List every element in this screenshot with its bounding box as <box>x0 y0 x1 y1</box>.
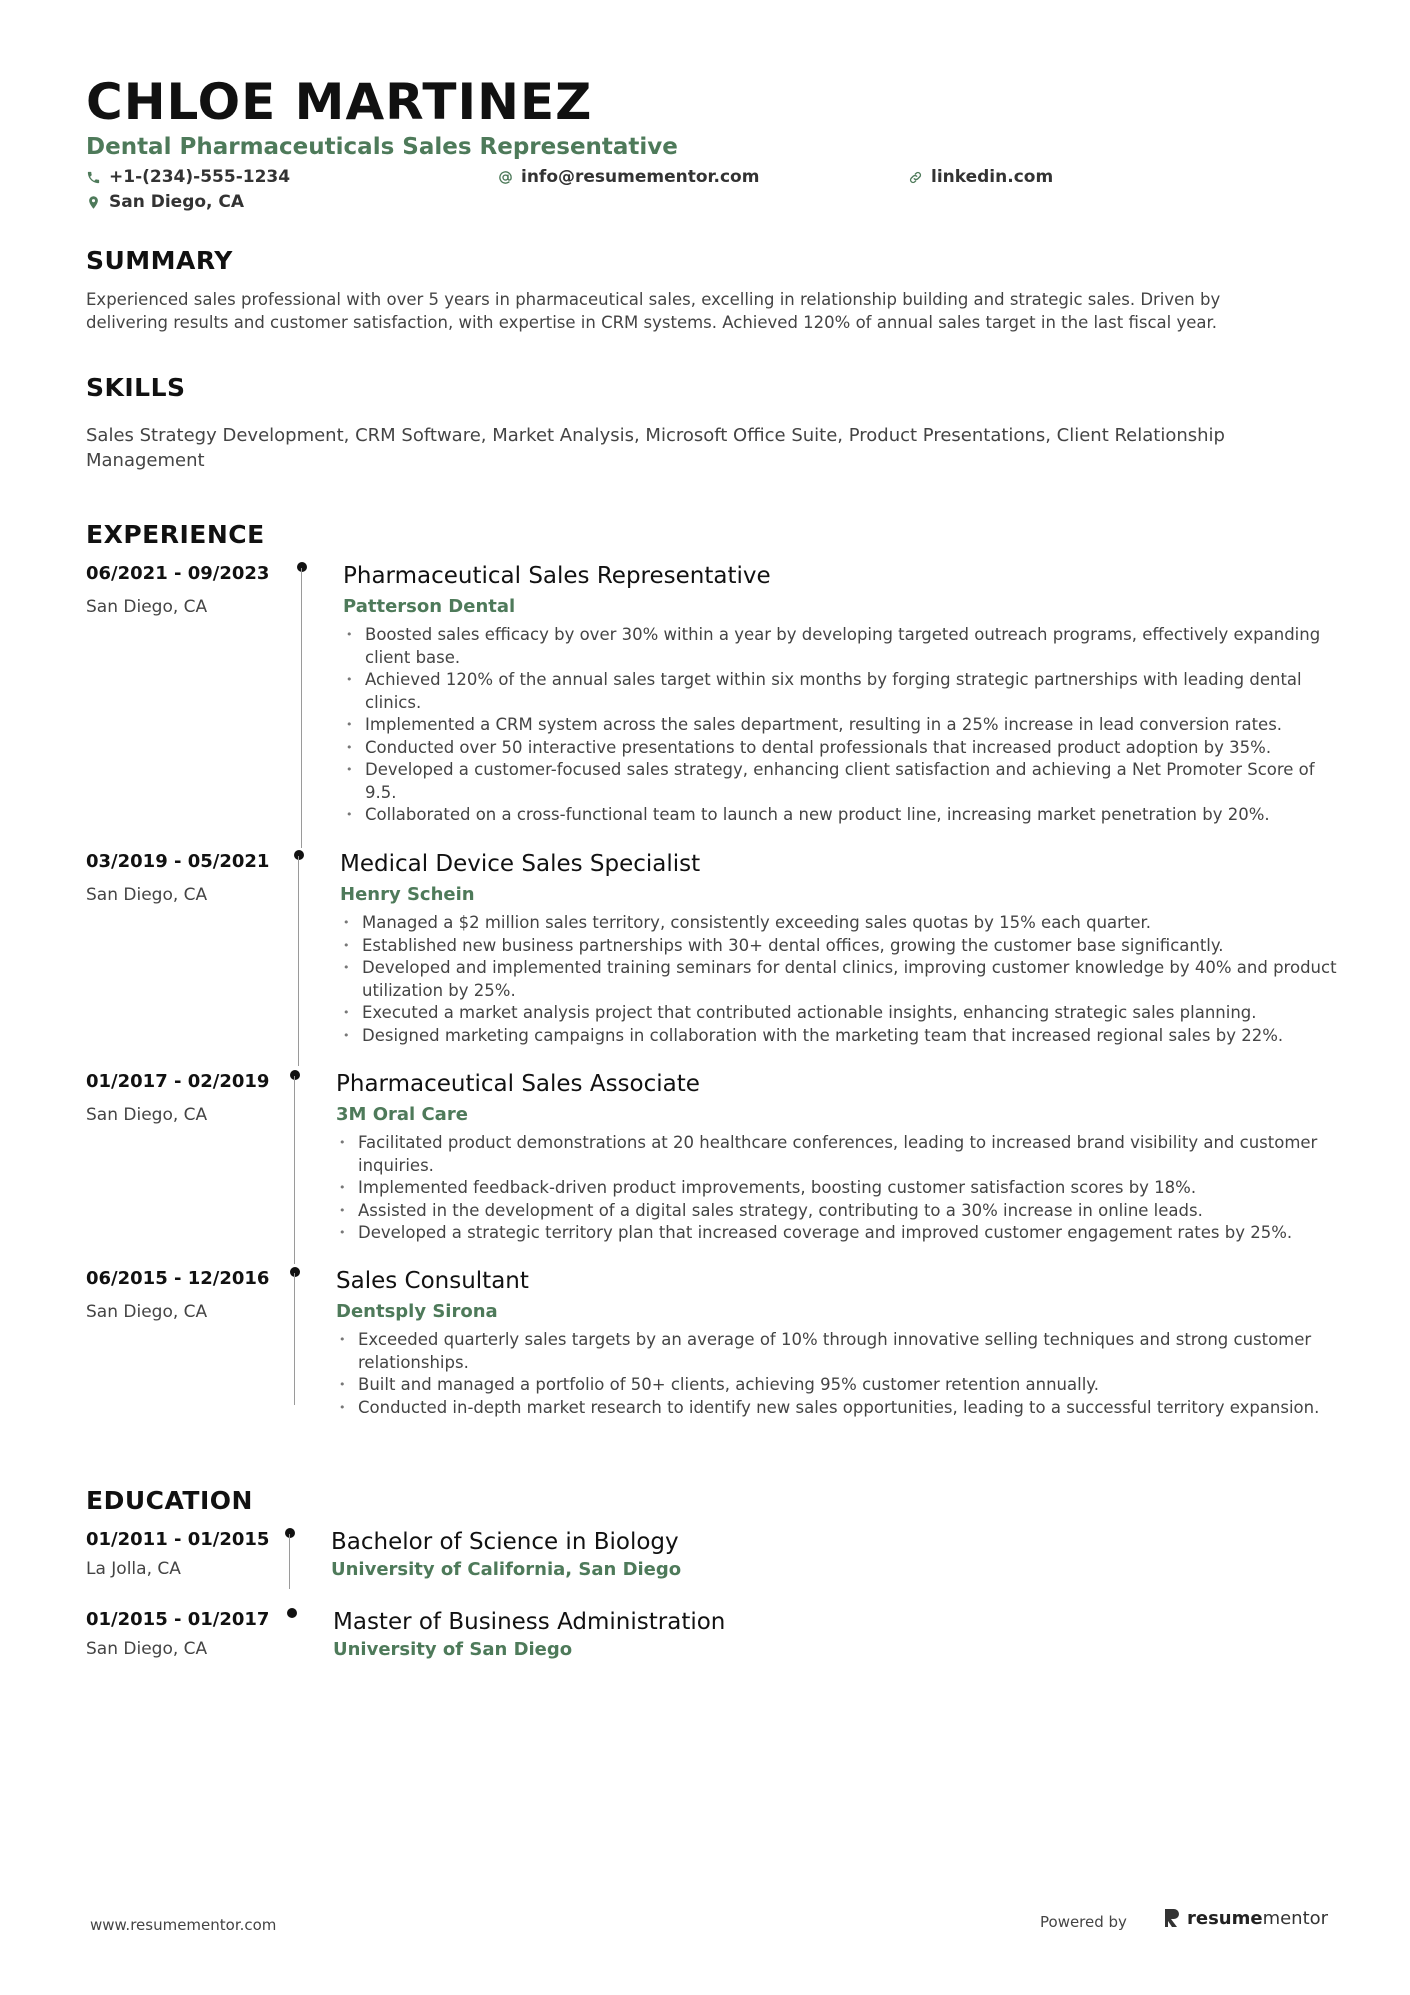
experience-heading: EXPERIENCE <box>86 520 265 549</box>
job-bullets <box>340 912 1340 1047</box>
job-dates: 01/2017 - 02/2019 <box>86 1071 270 1092</box>
powered-by-label: Powered by <box>1040 1913 1127 1931</box>
link-icon <box>908 170 923 185</box>
job-location: San Diego, CA <box>86 885 208 905</box>
timeline-dot <box>297 562 307 572</box>
job-bullet: • Implemented feedback-driven product improvements, boosting customer satisfaction scores by 18%. <box>336 1177 1346 1200</box>
contact-phone[interactable] <box>86 166 290 188</box>
phone-icon <box>86 170 101 185</box>
candidate-title: Dental Pharmaceuticals Sales Representative <box>86 134 678 160</box>
job-location: San Diego, CA <box>86 597 208 617</box>
job-bullet: • Collaborated on a cross-functional team to launch a new product line, increasing market penetration by 20%. <box>343 804 1343 827</box>
job-bullet: • Boosted sales efficacy by over 30% within a year by developing targeted outreach programs, effectively expanding client base. <box>343 624 1343 669</box>
job-bullet: • Developed and implemented training seminars for dental clinics, improving customer knowledge by 40% and product utilization by 25%. <box>340 957 1340 1002</box>
job-bullet: • Developed a customer-focused sales strategy, enhancing client satisfaction and achieving a Net Promoter Score of 9.5. <box>343 759 1343 804</box>
edu-dates: 01/2015 - 01/2017 <box>86 1609 270 1630</box>
job-bullet: • Conducted in-depth market research to identify new sales opportunities, leading to a successful territory expansion. <box>336 1397 1336 1420</box>
edu-degree: Master of Business Administration <box>333 1609 726 1635</box>
email-text: info@resumementor.com <box>521 167 760 187</box>
job-bullet: • Conducted over 50 interactive presentations to dental professionals that increased product adoption by 35%. <box>343 737 1343 760</box>
timeline-dot <box>285 1528 295 1538</box>
job-bullets <box>343 624 1343 827</box>
brand-text: resumementor <box>1187 1907 1329 1929</box>
job-bullet: • Implemented a CRM system across the sales department, resulting in a 25% increase in lead conversion rates. <box>343 714 1343 737</box>
location-text: San Diego, CA <box>109 192 245 212</box>
edu-location: San Diego, CA <box>86 1639 208 1659</box>
contact-location <box>86 191 244 213</box>
timeline-line <box>289 1534 290 1589</box>
job-location: San Diego, CA <box>86 1105 208 1125</box>
summary-heading: SUMMARY <box>86 246 233 275</box>
summary-text: Experienced sales professional with over 5 years in pharmaceutical sales, excelling in relationship building and strategic sales. Driven by delivering results and customer satisfaction, with expertise in CRM systems. Achieved 120% of annual sales target in the last fiscal year. <box>86 290 1221 332</box>
job-company: Patterson Dental <box>343 596 516 617</box>
job-bullet: • Exceeded quarterly sales targets by an average of 10% through innovative selling techniques and strong customer relationships. <box>336 1329 1336 1374</box>
timeline-line <box>294 1076 295 1264</box>
contact-email[interactable] <box>498 166 759 188</box>
timeline-dot <box>287 1608 297 1618</box>
timeline-dot <box>294 850 304 860</box>
linkedin-text: linkedin.com <box>931 167 1054 187</box>
job-bullets <box>336 1329 1336 1419</box>
contact-linkedin[interactable] <box>908 166 1053 188</box>
brand-logo[interactable] <box>1163 1907 1328 1929</box>
job-company: Henry Schein <box>340 884 475 905</box>
timeline-dot <box>290 1070 300 1080</box>
map-pin-icon <box>86 195 101 210</box>
job-role: Sales Consultant <box>336 1268 529 1294</box>
resumementor-logo-icon <box>1163 1907 1181 1929</box>
edu-school: University of San Diego <box>333 1639 573 1660</box>
job-role: Medical Device Sales Specialist <box>340 851 701 877</box>
timeline-line <box>301 568 302 848</box>
job-company: 3M Oral Care <box>336 1104 468 1125</box>
edu-location: La Jolla, CA <box>86 1559 181 1579</box>
job-role: Pharmaceutical Sales Representative <box>343 563 771 589</box>
edu-degree: Bachelor of Science in Biology <box>331 1529 679 1555</box>
job-role: Pharmaceutical Sales Associate <box>336 1071 700 1097</box>
timeline-line <box>298 856 299 1066</box>
job-bullet: • Executed a market analysis project that contributed actionable insights, enhancing strategic sales planning. <box>340 1002 1340 1025</box>
job-bullet: • Managed a $2 million sales territory, consistently exceeding sales quotas by 15% each quarter. <box>340 912 1340 935</box>
job-bullet: • Assisted in the development of a digital sales strategy, contributing to a 30% increase in online leads. <box>336 1200 1346 1223</box>
job-dates: 06/2021 - 09/2023 <box>86 563 270 584</box>
education-heading: EDUCATION <box>86 1486 253 1515</box>
phone-text: +1-(234)-555-1234 <box>109 167 291 187</box>
skills-text: Sales Strategy Development, CRM Software, Market Analysis, Microsoft Office Suite, Product Presentations, Client Relationship Management <box>86 425 1225 471</box>
skills-heading: SKILLS <box>86 373 186 402</box>
footer-website-link[interactable]: www.resumementor.com <box>90 1916 277 1934</box>
timeline-dot <box>290 1267 300 1277</box>
job-bullets <box>336 1132 1346 1245</box>
job-dates: 06/2015 - 12/2016 <box>86 1268 270 1289</box>
timeline-line <box>294 1273 295 1405</box>
job-bullet: • Designed marketing campaigns in collaboration with the marketing team that increased regional sales by 22%. <box>340 1025 1340 1048</box>
job-bullet: • Established new business partnerships with 30+ dental offices, growing the customer base significantly. <box>340 935 1340 958</box>
edu-dates: 01/2011 - 01/2015 <box>86 1529 270 1550</box>
edu-school: University of California, San Diego <box>331 1559 682 1580</box>
at-sign-icon <box>498 170 513 185</box>
job-bullet: • Built and managed a portfolio of 50+ clients, achieving 95% customer retention annually. <box>336 1374 1336 1397</box>
job-bullet: • Achieved 120% of the annual sales target within six months by forging strategic partnerships with leading dental clinics. <box>343 669 1343 714</box>
job-location: San Diego, CA <box>86 1302 208 1322</box>
job-bullet: • Developed a strategic territory plan that increased coverage and improved customer engagement rates by 25%. <box>336 1222 1346 1245</box>
job-dates: 03/2019 - 05/2021 <box>86 851 270 872</box>
candidate-name: CHLOE MARTINEZ <box>86 73 593 131</box>
job-company: Dentsply Sirona <box>336 1301 498 1322</box>
job-bullet: • Facilitated product demonstrations at 20 healthcare conferences, leading to increased brand visibility and customer inquiries. <box>336 1132 1346 1177</box>
